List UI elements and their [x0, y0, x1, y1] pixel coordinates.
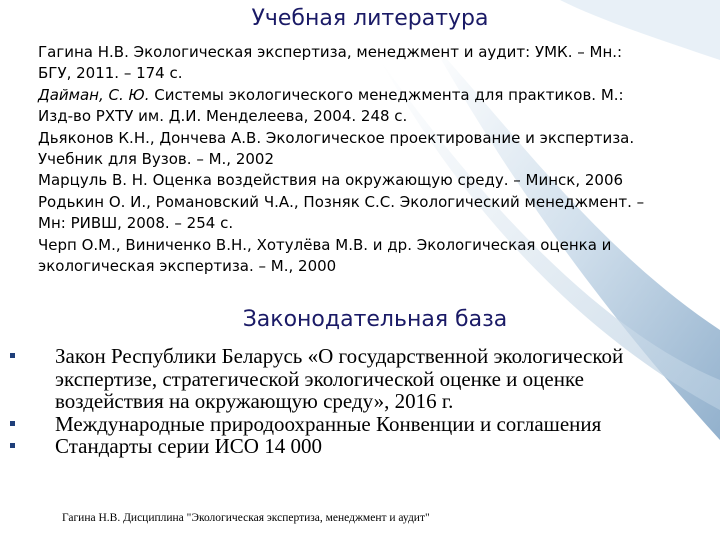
- square-bullet-icon: [10, 443, 15, 448]
- legislation-list: [10, 345, 715, 458]
- entry-text: Гагина Н.В. Экологическая экспертиза, менеджмент и аудит: УМК. – Мн.: БГУ, 2011. – 174 с.: [38, 43, 623, 83]
- bibliography-list: [38, 42, 718, 277]
- legislation-text: Стандарты серии ИСО 14 000: [55, 434, 322, 459]
- section-title-literature: Учебная литература: [251, 6, 489, 31]
- legislation-text: Закон Республики Беларусь «О государственной экологической экспертизе, стратегической экологической оценке и оценке воздействия на окружающую среду», 2016 г.: [55, 344, 624, 414]
- entry-author: Дайман, С. Ю.: [38, 85, 150, 104]
- bibliography-entry: [38, 192, 718, 235]
- bibliography-entry: [38, 235, 718, 278]
- entry-text: Родькин О. И., Романовский Ч.А., Позняк С.С. Экологический менеджмент. – Мн: РИВШ, 2008. – 254 с.: [38, 192, 645, 233]
- bibliography-entry: [38, 128, 718, 171]
- legislation-item: [10, 413, 715, 436]
- square-bullet-icon: [10, 353, 15, 358]
- bibliography-entry: [38, 42, 718, 85]
- legislation-text: Международные природоохранные Конвенции и соглашения: [55, 411, 602, 436]
- legislation-item: [10, 435, 715, 458]
- footer-text: Гагина Н.В. Дисциплина "Экологическая экспертиза, менеджмент и аудит": [62, 512, 430, 524]
- entry-text: Черп О.М., Виниченко В.Н., Хотулёва М.В. и др. Экологическая оценка и экологическая экспертиза. – М., 2000: [38, 235, 612, 276]
- bibliography-entry: [38, 170, 718, 191]
- legislation-item: [10, 345, 715, 413]
- entry-text: Дьяконов К.Н., Дончева А.В. Экологическое проектирование и экспертиза. Учебник для Вузов. – М., 2002: [38, 128, 635, 169]
- entry-text: Марцуль В. Н. Оценка воздействия на окружающую среду. – Минск, 2006: [38, 171, 624, 190]
- section-title-legislation: Законодательная база: [242, 307, 508, 332]
- entry-text: Системы экологического менеджмента для практиков. М.: Изд-во РХТУ им. Д.И. Менделеева, 2004. 248 с.: [38, 85, 624, 126]
- square-bullet-icon: [10, 421, 15, 426]
- bibliography-entry: [38, 85, 718, 128]
